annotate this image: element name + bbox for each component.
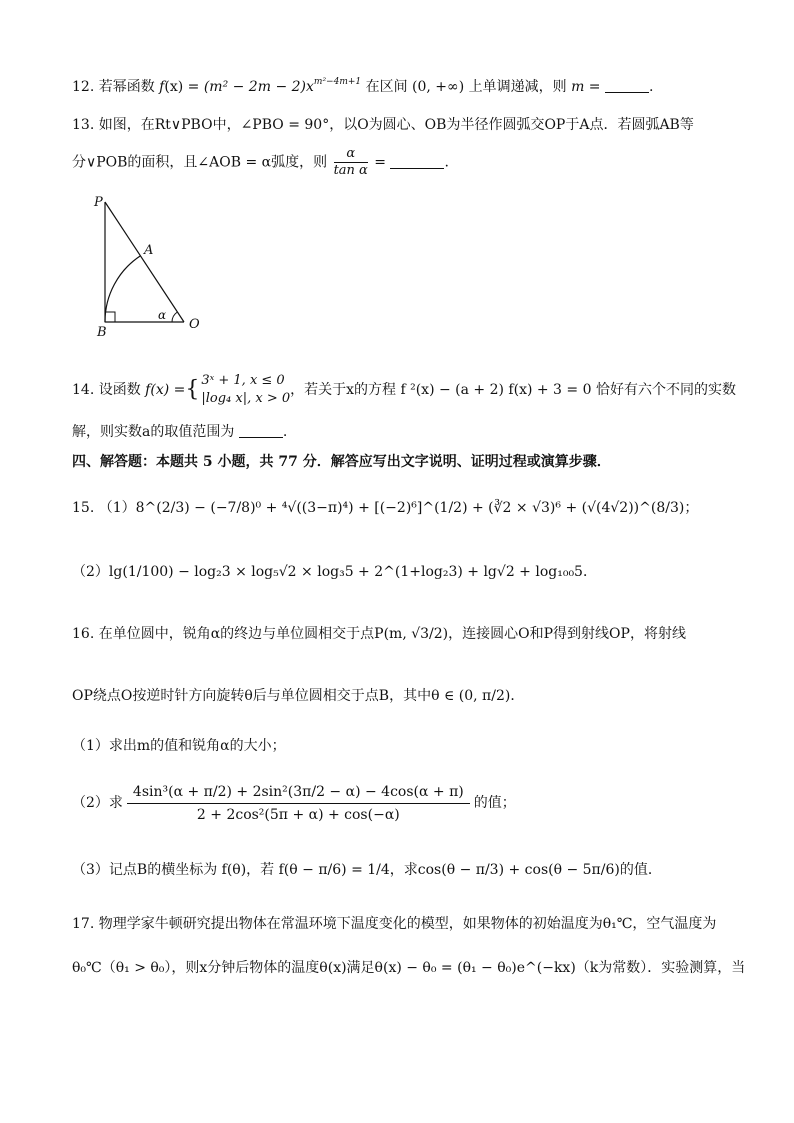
question-15-part-2: [72, 562, 597, 582]
question-16-part-3: （3）记点B的横坐标为 f(θ)，若 f(θ − π/6) = 1/4，求cos(θ − π/3) + cos(θ − 5π/6)的值．: [72, 862, 662, 878]
q16-p2-end: 的值；: [473, 795, 516, 811]
question-16-part-2: [72, 778, 516, 828]
question-16-line-2: OP绕点O按逆时针方向旋转θ后与单位圆相交于点B，其中θ ∈ (0, π/2)．: [72, 688, 525, 704]
question-13-line-1: [72, 115, 694, 135]
q13-frac-num: α: [334, 146, 368, 163]
question-14-line-2: [72, 422, 287, 442]
q12-eq: =: [187, 79, 200, 95]
q13-fraction: [334, 146, 368, 179]
label-p: P: [94, 195, 103, 210]
q14-brace: {: [185, 377, 200, 402]
q14-answer-blank[interactable]: [239, 423, 283, 438]
q12-text-3: 上单调递减，则: [468, 79, 567, 95]
label-alpha: α: [158, 308, 167, 322]
q12-exponent: m²−4m+1: [313, 77, 362, 87]
label-b: B: [97, 325, 107, 340]
q12-f: f: [159, 79, 165, 95]
question-17-line-2: θ₀℃（θ₁ > θ₀），则x分钟后物体的温度θ(x)满足θ(x) − θ₀ = (θ₁ − θ₀)e^(−kx)（k为常数）．实验测算，当: [72, 960, 746, 976]
q12-end: .: [648, 79, 654, 95]
q16-p2-label: （2）求: [72, 795, 123, 811]
q13-text-2: 分∨POB的面积，且∠AOB = α弧度，则: [72, 154, 328, 171]
q13-end: .: [444, 154, 449, 171]
q12-x: x: [306, 79, 314, 95]
question-13-line-2: [72, 146, 449, 179]
q13-eq: =: [374, 154, 387, 171]
q16-text-1: 在单位圆中，锐角α的终边与单位圆相交于点P(m, √3/2)，连接圆心O和P得到射线OP，将射线: [98, 626, 686, 642]
question-15-part-1: [72, 498, 698, 518]
q14-cases: [201, 372, 290, 408]
q13-answer-blank[interactable]: [390, 154, 444, 169]
right-angle-mark: [105, 312, 115, 322]
q13-number: 13.: [72, 117, 95, 133]
q16-p2-fraction: [127, 781, 470, 826]
question-16-line-1: [72, 624, 686, 644]
q14-case-2: |log₄ x|, x > 0: [201, 391, 291, 406]
q16-p2-numerator: 4sin³(α + π/2) + 2sin²(3π/2 − α) − 4cos(α + π): [127, 781, 470, 804]
q14-text-1: 设函数: [98, 382, 141, 398]
q14-text-3: 解，则实数a的取值范围为: [72, 424, 235, 440]
q14-end: .: [282, 424, 288, 440]
triangle-figure: [88, 190, 218, 340]
q15-number: 15.: [72, 500, 95, 516]
q12-coef: (m² − 2m − 2): [203, 79, 306, 95]
label-o: O: [189, 317, 200, 332]
question-16-part-1: （1）求出m的值和锐角α的大小；: [72, 738, 286, 754]
q14-number: 14.: [72, 382, 95, 398]
q14-case-1: 3ˣ + 1, x ≤ 0: [201, 373, 285, 388]
q15-p1-label: （1）: [98, 500, 136, 516]
q15-p1-expr: 8^(2/3) − (−7/8)⁰ + ⁴√((3−π)⁴) + [(−2)⁶]^(1/2) + (∛2 × √3)⁶ + (√(4√2))^(8/3)；: [135, 500, 699, 516]
question-12: [72, 72, 653, 97]
side-po: [105, 202, 184, 322]
q12-fx: (x): [164, 79, 184, 95]
q16-p2-denominator: 2 + 2cos²(5π + α) + cos(−α): [196, 806, 400, 823]
label-a: A: [144, 243, 154, 258]
q16-number: 16.: [72, 626, 95, 642]
q17-text-1: 物理学家牛顿研究提出物体在常温环境下温度变化的模型，如果物体的初始温度为θ₁℃，空气温度为: [98, 916, 717, 932]
angle-mark-alpha: [172, 312, 177, 322]
q12-number: 12.: [72, 79, 95, 95]
q17-number: 17.: [72, 916, 95, 932]
q15-p2-expr: lg(1/100) − log₂3 × log₅√2 × log₃5 + 2^(1+log₂3) + lg√2 + log₁₀₀5．: [108, 564, 597, 580]
question-14-line-1: [72, 370, 736, 410]
question-17-line-1: [72, 914, 716, 934]
q12-answer-blank[interactable]: [605, 78, 649, 93]
q14-fx: f(x) =: [145, 382, 186, 398]
q12-text-1: 若幂函数: [98, 79, 155, 95]
q13-frac-den: tan α: [333, 163, 368, 178]
section-4-heading: 四、解答题：本题共 5 小题，共 77 分．解答应写出文字说明、证明过程或演算步骤．: [72, 454, 611, 470]
q13-text-1: 如图，在Rt∨PBO中，∠PBO = 90°，以O为圆心、OB为半径作圆弧交OP于A点．若圆弧AB等: [98, 117, 694, 133]
q12-interval: (0, +∞): [412, 79, 465, 95]
q12-text-2: 在区间: [365, 79, 408, 95]
q14-text-2: ，若关于x的方程 f ²(x) − (a + 2) f(x) + 3 = 0 恰好有六个不同的实数: [290, 382, 736, 398]
q12-m-eq: m =: [571, 79, 601, 95]
q15-p2-label: （2）: [72, 564, 109, 580]
